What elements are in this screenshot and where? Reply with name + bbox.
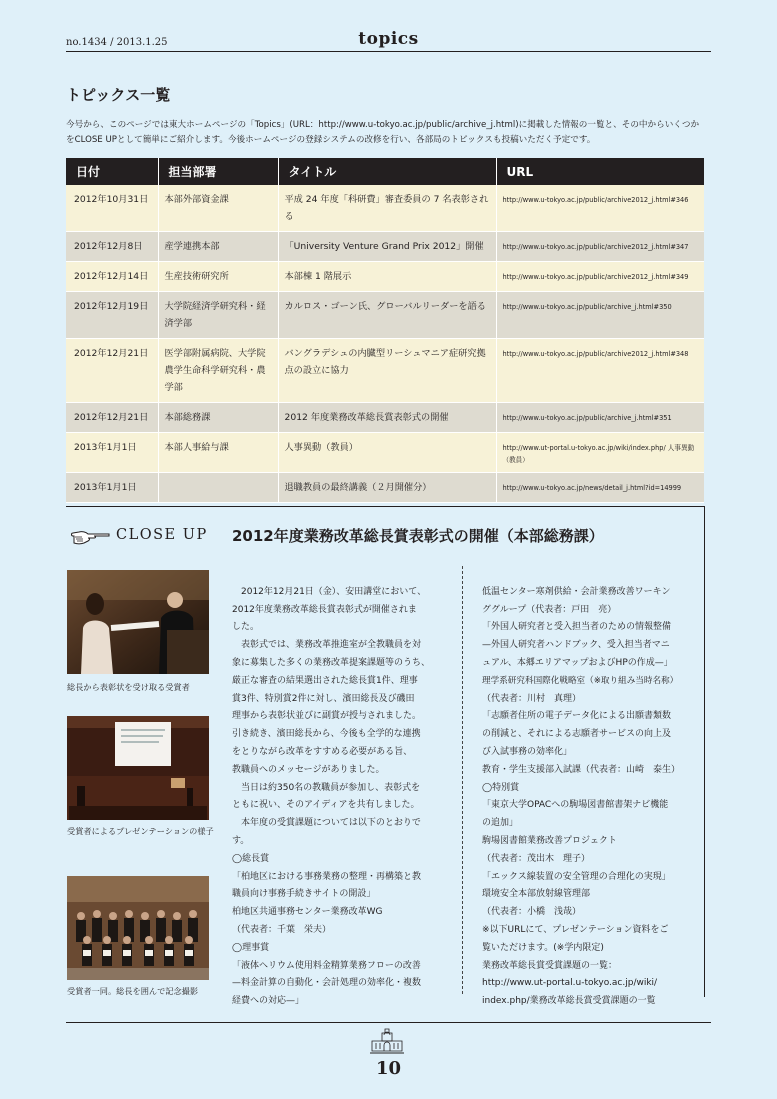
row-dept: 産学連携本部	[158, 232, 278, 262]
table-row	[66, 473, 704, 503]
table-row	[66, 339, 704, 403]
row-date: 2013年1月1日	[66, 433, 158, 473]
row-date: 2012年12月14日	[66, 262, 158, 292]
topics-table	[66, 158, 704, 503]
article-line: 覧いただけます。(※学内限定)	[482, 942, 604, 953]
topics-intro: 今号から、このページでは東大ホームページの「Topics」(URL：http://www.u-tokyo.ac.jp/public/archive_j.html)に掲載した情報の一覧と、その中からいくつかをCLOSE UPとして簡単にご紹介します。今後ホームページの登録システムの改修を行い、各部局のトピックスも投稿いただく予定です。	[66, 120, 700, 145]
table-row	[66, 403, 704, 433]
article-column-2	[482, 566, 704, 1029]
article-line: ググループ（代表者：戸田 亮）	[482, 604, 617, 615]
article-line: ※以下URLにて、プレゼンテーション資料をご	[482, 924, 669, 935]
article-line: 低温センター寒剤供給・会計業務改善ワーキン	[482, 586, 671, 597]
row-date: 2013年1月1日	[66, 473, 158, 503]
article-line: 本年度の受賞課題については以下のとおりで	[232, 818, 421, 829]
column-header-date: 日付	[66, 158, 158, 185]
photo-award-handover	[67, 570, 209, 674]
article-line: （代表者：千葉 栄夫）	[232, 924, 332, 935]
row-dept: 本部外部資金課	[158, 185, 278, 232]
row-title: 人事異動（教員）	[278, 433, 496, 473]
row-url-link[interactable]: http://www.u-tokyo.ac.jp/public/archive_j.html#351	[496, 403, 704, 433]
article-line: 理学系研究科国際化戦略室（※取り組み当時名称）	[482, 675, 679, 686]
pointing-hand-icon	[70, 528, 110, 546]
table-row	[66, 185, 704, 232]
article-line: の削減と、それによる志願者サービスの向上及	[482, 729, 672, 740]
column-divider	[462, 566, 463, 994]
close-up-title: 2012年度業務改革総長賞表彰式の開催（本部総務課）	[232, 527, 604, 545]
article-line: （代表者：小橋 浅哉）	[482, 907, 582, 918]
page-number: 10	[375, 1058, 402, 1079]
row-url-link[interactable]: http://www.u-tokyo.ac.jp/public/archive2012_j.html#346	[496, 185, 704, 232]
row-date: 2012年12月8日	[66, 232, 158, 262]
row-url-link[interactable]: http://www.u-tokyo.ac.jp/public/archive2012_j.html#347	[496, 232, 704, 262]
article-column-1	[232, 566, 452, 1029]
article-line: した。	[232, 622, 260, 633]
article-line: をとりながら改革をすすめる必要がある旨、	[232, 746, 413, 757]
portal-url-link[interactable]: index.php/業務改革総長賞受賞課題の一覧	[482, 996, 656, 1007]
table-row	[66, 232, 704, 262]
article-line: 「エックス線装置の安全管理の合理化の実現」	[482, 871, 671, 882]
photo-caption: 受賞者によるプレゼンテーションの様子	[67, 826, 214, 836]
article-line: 2012年12月21日（金）、安田講堂において、	[232, 586, 427, 597]
table-header-row	[66, 158, 704, 185]
row-title: カルロス・ゴーン氏、グローバルリーダーを語る	[278, 292, 496, 339]
column-header-dept: 担当部署	[158, 158, 278, 185]
row-title: 「University Venture Grand Prix 2012」開催	[278, 232, 496, 262]
row-date: 2012年12月19日	[66, 292, 158, 339]
photo-presentation	[67, 716, 209, 820]
article-line: 理事から表彰状並びに副賞が授与されました。	[232, 711, 422, 722]
article-line: 職員向け事務手続きサイトの開設」	[232, 889, 376, 900]
article-line: す。	[232, 835, 250, 846]
row-title: 平成 24 年度「科研費」審査委員の 7 名表彰される	[278, 185, 496, 232]
row-url-link[interactable]: http://www.u-tokyo.ac.jp/public/archive2012_j.html#349	[496, 262, 704, 292]
article-line: 教育・学生支援部入試課（代表者：山崎 泰生）	[482, 764, 681, 775]
table-row	[66, 292, 704, 339]
photo-caption: 総長から表彰状を受け取る受賞者	[67, 682, 190, 692]
article-line: 2012年度業務改革総長賞表彰式が開催されま	[232, 604, 417, 615]
article-line: 柏地区共通事務センター業務改革WG	[232, 907, 383, 918]
article-line: 厳正な審査の結果選出された総長賞1件、理事	[232, 675, 418, 686]
article-line: 環境安全本部放射線管理部	[482, 889, 591, 900]
row-title: バングラデシュの内臓型リーシュマニア症研究拠点の設立に協力	[278, 339, 496, 403]
article-line: ュアル、本郷エリアマップおよびHPの作成—」	[482, 657, 673, 668]
article-line: 表彰式では、業務改革推進室が全教職員を対	[232, 640, 422, 651]
article-line: （代表者：川村 真理）	[482, 693, 582, 704]
topics-list-heading: トピックス一覧	[66, 86, 171, 104]
article-line: —料金計算の自動化・会計処理の効率化・複数	[232, 978, 422, 989]
column-header-title: タイトル	[278, 158, 496, 185]
award-heading: ◯総長賞	[232, 853, 270, 864]
article-line: 「液体ヘリウム使用料金精算業務フローの改善	[232, 960, 421, 971]
portal-url-link[interactable]: http://www.ut-portal.u-tokyo.ac.jp/wiki/	[482, 978, 658, 989]
row-dept: 生産技術研究所	[158, 262, 278, 292]
close-up-logo: CLOSE UP	[116, 527, 208, 543]
article-line: 業務改革総長賞受賞課題の一覧：	[482, 960, 618, 971]
article-line: （代表者：茂出木 理子）	[482, 853, 591, 864]
row-dept: 本部人事給与課	[158, 433, 278, 473]
article-line: ともに祝い、そのアイディアを共有しました。	[232, 800, 420, 811]
article-line: 教職員へのメッセージがありました。	[232, 764, 385, 775]
row-title: 2012 年度業務改革総長賞表彰式の開催	[278, 403, 496, 433]
column-header-url: URL	[496, 158, 704, 185]
header-rule	[66, 51, 711, 52]
section-title: topics	[358, 29, 419, 49]
article-line: び入試事務の効率化」	[482, 746, 573, 757]
award-heading: ◯理事賞	[232, 942, 270, 953]
row-date: 2012年12月21日	[66, 403, 158, 433]
row-url-link[interactable]: http://www.u-tokyo.ac.jp/public/archive2012_j.html#348	[496, 339, 704, 403]
row-url-link[interactable]: http://www.ut-portal.u-tokyo.ac.jp/wiki/index.php/ 人事異動（教員）	[496, 433, 704, 473]
row-date: 2012年12月21日	[66, 339, 158, 403]
article-line: 駒場図書館業務改善プロジェクト	[482, 835, 617, 846]
row-date: 2012年10月31日	[66, 185, 158, 232]
yasuda-auditorium-icon	[370, 1027, 404, 1057]
article-line: 経費への対応—」	[232, 996, 305, 1007]
row-dept: 医学部附属病院、大学院農学生命科学研究科・農学部	[158, 339, 278, 403]
issue-number: no.1434 / 2013.1.25	[66, 37, 168, 48]
footer-rule	[66, 1022, 711, 1023]
row-dept: 大学院経済学研究科・経済学部	[158, 292, 278, 339]
photo-caption: 受賞者一同。総長を囲んで記念撮影	[67, 986, 199, 996]
article-line: 「柏地区における事務業務の整理・再構築と教	[232, 871, 422, 882]
row-dept	[158, 473, 278, 503]
article-line: 「志願者住所の電子データ化による出願書類数	[482, 711, 672, 722]
article-line: 「外国人研究者と受入担当者のための情報整備	[482, 622, 672, 633]
table-row	[66, 262, 704, 292]
photo-group	[67, 876, 209, 980]
row-dept: 本部総務課	[158, 403, 278, 433]
row-title: 本部棟 1 階展示	[278, 262, 496, 292]
table-row	[66, 433, 704, 473]
article-line: 象に募集した多くの業務改革提案課題等のうち、	[232, 657, 431, 668]
award-heading: ◯特別賞	[482, 782, 520, 793]
article-line: 「東京大学OPACへの駒場図書館書架ナビ機能	[482, 800, 669, 811]
article-line: 賞3件、特別賞2件に対し、濱田総長及び磯田	[232, 693, 415, 704]
row-title: 退職教員の最終講義（２月開催分）	[278, 473, 496, 503]
article-line: の追加」	[482, 818, 519, 829]
row-url-link[interactable]: http://www.u-tokyo.ac.jp/public/archive_j.html#350	[496, 292, 704, 339]
article-line: 引き続き、濱田総長から、今後も全学的な連携	[232, 729, 421, 740]
article-line: —外国人研究者ハンドブック、受入担当者マニ	[482, 640, 670, 651]
article-line: 当日は約350名の教職員が参加し、表彰式を	[232, 782, 421, 793]
row-url-link[interactable]: http://www.u-tokyo.ac.jp/news/detail_j.html?id=14999	[496, 473, 704, 503]
